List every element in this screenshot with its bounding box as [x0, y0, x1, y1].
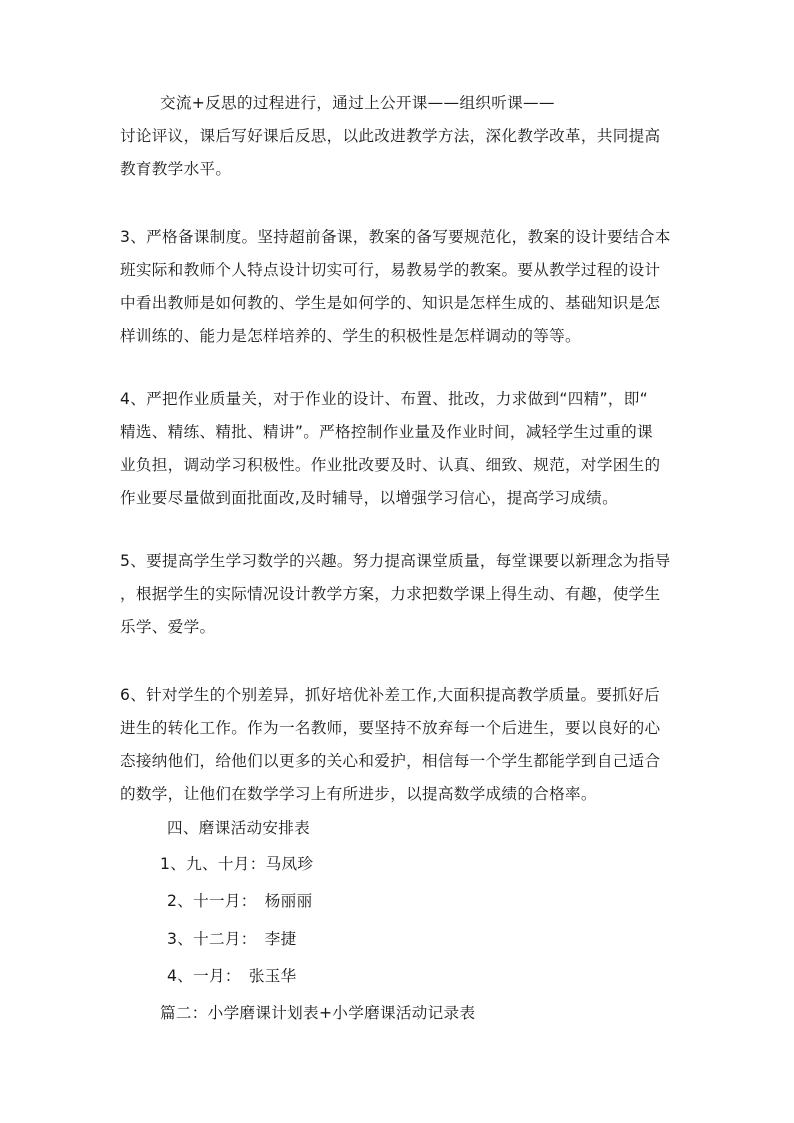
paragraph-5-line-1: 6、针对学生的个别差异，抓好培优补差工作,大面积提高教学质量。要抓好后	[120, 686, 660, 704]
paragraph-5-line-3: 态接纳他们，给他们以更多的关心和爱护，相信每一个学生都能学到自己适合	[120, 752, 661, 770]
schedule-item-1: 1、九、十月：马凤珍	[160, 855, 314, 873]
paragraph-3-line-1: 4、严把作业质量关，对于作业的设计、布置、批改，力求做到“四精”，即“	[120, 390, 649, 408]
paragraph-1-line-3: 教育教学水平。	[120, 160, 232, 178]
paragraph-4-line-2: ，根据学生的实际情况设计教学方案，力求把数学课上得生动、有趣，使学生	[120, 585, 661, 603]
paragraph-2-line-2: 班实际和教师个人特点设计切实可行，易教易学的教案。要从教学过程的设计	[120, 261, 661, 279]
paragraph-3-line-4: 作业要尽量做到面批面改,及时辅导，以增强学习信心，提高学习成绩。	[120, 489, 618, 507]
paragraph-3-line-3: 业负担，调动学习积极性。作业批改要及时、认真、细致、规范，对学困生的	[120, 456, 661, 474]
paragraph-5-line-4: 的数学，让他们在数学学习上有所进步，以提高数学成绩的合格率。	[120, 785, 597, 803]
section-heading: 四、磨课活动安排表	[167, 819, 311, 837]
paragraph-2-line-1: 3、严格备课制度。坚持超前备课，教案的备写要规范化，教案的设计要结合本	[120, 228, 671, 246]
paragraph-2-line-3: 中看出教师是如何教的、学生是如何学的、知识是怎样生成的、基础知识是怎	[120, 294, 661, 312]
paragraph-5-line-2: 进生的转化工作。作为一名教师，要坚持不放弃每一个后进生，要以良好的心	[120, 719, 661, 737]
paragraph-4-line-1: 5、要提高学生学习数学的兴趣。努力提高课堂质量，每堂课要以新理念为指导	[120, 552, 671, 570]
paragraph-2-line-4: 样训练的、能力是怎样培养的、学生的积极性是怎样调动的等等。	[120, 327, 581, 345]
paragraph-1-line-2: 讨论评议，课后写好课后反思，以此改进教学方法，深化教学改革，共同提高	[120, 127, 661, 145]
schedule-item-2: 2、十一月： 杨丽丽	[167, 892, 313, 910]
paragraph-4-line-3: 乐学、爱学。	[120, 618, 216, 636]
paragraph-3-line-2: 精选、精练、精批、精讲”。严格控制作业量及作业时间，减轻学生过重的课	[120, 423, 653, 441]
paragraph-1-line-1: 交流+反思的过程进行，通过上公开课——组织听课——	[160, 94, 555, 112]
next-article-heading: 篇二：小学磨课计划表+小学磨课活动记录表	[160, 1004, 476, 1022]
schedule-item-4: 4、一月： 张玉华	[167, 967, 297, 985]
schedule-item-3: 3、十二月： 李捷	[167, 930, 297, 948]
